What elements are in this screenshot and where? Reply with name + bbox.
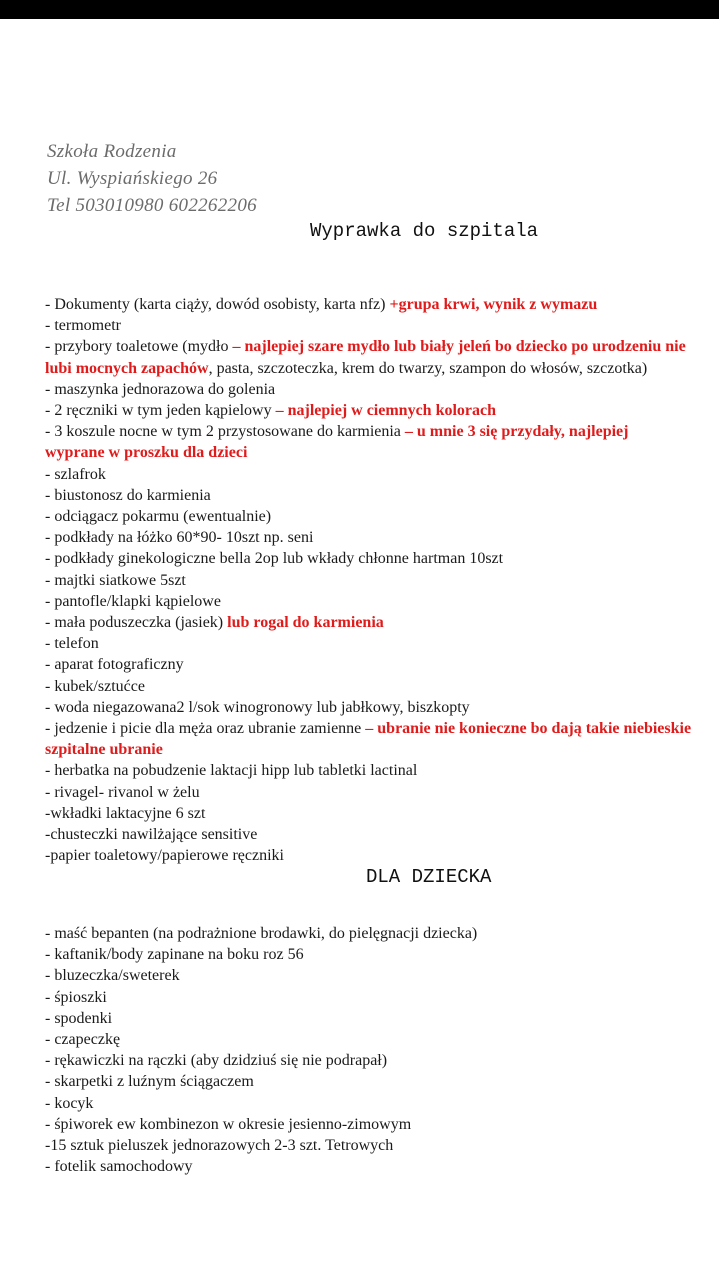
item-text: - podkłady na łóżko 60*90- 10szt np. seni xyxy=(45,529,314,547)
school-name: Szkoła Rodzenia xyxy=(47,141,177,162)
item-text: , pasta, szczoteczka, krem do twarzy, szampon do włosów, szczotka) xyxy=(208,359,648,377)
baby-item: - bluzeczka/sweterek xyxy=(45,967,180,985)
baby-item: - rękawiczki na rączki (aby dzidziuś się nie podrapał) xyxy=(45,1052,388,1070)
item-text: - Dokumenty (karta ciąży, dowód osobisty, karta nfz) xyxy=(45,296,390,313)
mother-item xyxy=(45,295,597,315)
item-text: - telefon xyxy=(45,635,99,653)
baby-section-heading: DLA DZIECKA xyxy=(366,866,492,888)
item-text: - mała poduszeczka (jasiek) xyxy=(45,614,228,631)
item-text: - maszynka jednorazowa do golenia xyxy=(45,380,276,398)
baby-item: - kaftanik/body zapinane na boku roz 56 xyxy=(45,946,304,964)
highlight-note: – u mnie 3 się przydały, najlepiej xyxy=(404,423,629,441)
baby-item: - śpioszki xyxy=(45,988,107,1006)
highlight-note: lubi mocnych zapachów xyxy=(45,359,209,377)
mother-item xyxy=(45,359,647,379)
mother-item xyxy=(45,401,496,421)
mother-item xyxy=(45,634,99,654)
mother-item xyxy=(45,825,257,845)
item-text: - 2 ręczniki w tym jeden kąpielowy xyxy=(45,402,276,419)
item-text: -papier toaletowy/papierowe ręczniki xyxy=(45,847,284,865)
item-text: - 3 koszule nocne w tym 2 przystosowane do karmienia xyxy=(45,423,405,441)
mother-item xyxy=(45,677,145,697)
item-text: - przybory toaletowe (mydło xyxy=(45,338,233,356)
item-text: - majtki siatkowe 5szt xyxy=(45,571,186,589)
mother-item xyxy=(45,528,313,548)
mother-item xyxy=(45,783,200,803)
mother-item xyxy=(45,846,284,866)
highlight-note: lub rogal do karmienia xyxy=(227,614,384,631)
highlight-note: +grupa krwi, wynik z wymazu xyxy=(389,296,598,313)
page-title: Wyprawka do szpitala xyxy=(310,220,539,242)
mother-item xyxy=(45,698,470,718)
baby-item: - maść bepanten (na podrażnione brodawki, do pielęgnacji dziecka) xyxy=(45,925,478,942)
baby-item: - śpiworek ew kombinezon w okresie jesienno-zimowym xyxy=(45,1115,412,1133)
mother-item xyxy=(45,465,106,485)
baby-item: -15 sztuk pieluszek jednorazowych 2-3 szt. Tetrowych xyxy=(45,1137,394,1154)
item-text: - szlafrok xyxy=(45,465,106,483)
item-text: - jedzenie i picie dla męża oraz ubranie zamienne xyxy=(45,720,366,737)
item-text: - kubek/sztućce xyxy=(45,677,145,695)
item-text: - podkłady ginekologiczne bella 2op lub wkłady chłonne hartman 10szt xyxy=(45,550,504,568)
mother-item xyxy=(45,761,417,781)
item-text: - aparat fotograficzny xyxy=(45,656,184,674)
highlight-note: szpitalne ubranie xyxy=(45,741,163,759)
baby-item: - fotelik samochodowy xyxy=(45,1158,193,1176)
baby-item: - kocyk xyxy=(45,1094,94,1112)
mother-item xyxy=(45,337,686,357)
highlight-note: wyprane w proszku dla dzieci xyxy=(45,444,248,462)
highlight-note: – ubranie nie konieczne bo dają takie niebieskie xyxy=(365,720,692,737)
mother-item xyxy=(45,740,163,760)
item-text: - herbatka na pobudzenie laktacji hipp lub tabletki lactinal xyxy=(45,762,418,780)
item-text: - rivagel- rivanol w żelu xyxy=(45,783,200,801)
mother-item xyxy=(45,380,275,400)
mother-item xyxy=(45,655,184,675)
mother-item xyxy=(45,719,691,739)
mother-item xyxy=(45,549,503,569)
item-text: - pantofle/klapki kąpielowe xyxy=(45,592,221,610)
mother-item xyxy=(45,422,628,442)
mother-item xyxy=(45,804,205,824)
school-address: Ul. Wyspiańskiego 26 xyxy=(47,168,218,189)
item-text: - odciągacz pokarmu (ewentualnie) xyxy=(45,508,272,525)
item-text: -chusteczki nawilżające sensitive xyxy=(45,826,258,843)
item-text: -wkładki laktacyjne 6 szt xyxy=(45,804,206,822)
mother-item xyxy=(45,592,221,612)
status-bar xyxy=(0,0,719,19)
mother-item xyxy=(45,571,186,591)
baby-item: - czapeczkę xyxy=(45,1031,121,1048)
item-text: - termometr xyxy=(45,317,121,335)
mother-item xyxy=(45,613,384,633)
school-phone: Tel 503010980 602262206 xyxy=(47,195,257,216)
mother-item xyxy=(45,507,271,527)
item-text: - biustonosz do karmienia xyxy=(45,486,211,504)
highlight-note: – najlepiej w ciemnych kolorach xyxy=(275,402,497,419)
mother-item xyxy=(45,443,247,463)
item-text: - woda niegazowana2 l/sok winogronowy lub jabłkowy, biszkopty xyxy=(45,698,470,716)
mother-item xyxy=(45,316,121,336)
highlight-note: – najlepiej szare mydło lub biały jeleń bo dziecko po urodzeniu nie xyxy=(232,338,686,356)
mother-item xyxy=(45,486,211,506)
baby-item: - skarpetki z luźnym ściągaczem xyxy=(45,1073,254,1091)
baby-item: - spodenki xyxy=(45,1009,113,1027)
